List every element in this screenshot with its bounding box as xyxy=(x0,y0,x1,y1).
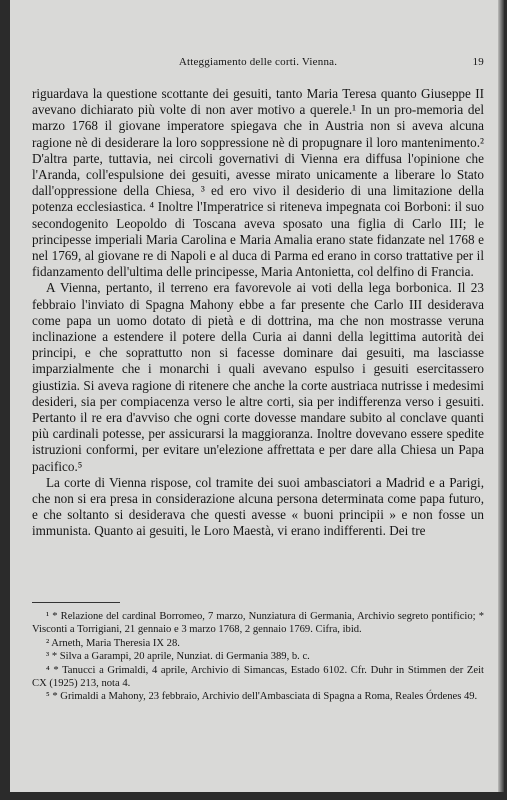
body-text xyxy=(32,86,484,540)
footnotes xyxy=(32,610,484,704)
paragraph: riguardava la questione scottante dei gesuiti, tanto Maria Teresa quanto Giuseppe II avevano dichiarato più volte di non aver motivo a querele.¹ In un pro-memoria del marzo 1768 il giovane imperatore spiegava che in Austria non si aveva alcuna ragione nè di desiderare la loro soppressione nè di propugnare il loro mantenimento.² D'altra parte, tuttavia, nei circoli governativi di Vienna era diffusa l'opinione che l'Aranda, coll'espulsione dei gesuiti, avesse mirato unicamente a liberare lo Stato dall'oppressione della Chiesa, ³ ed ero vivo il desiderio di una limitazione della potenza ecclesiastica. ⁴ Inoltre l'Imperatrice si riteneva impegnata coi Borboni: il suo secondogenito Leopoldo di Toscana aveva sposato una figlia di Carlo III; le principesse imperiali Maria Carolina e Maria Amalia erano state fidanzate nel 1768 e nel 1769, al giovane re di Napoli e al duca di Parma ed erano in corso trattative per il fidanzamento dell'ultima delle principesse, Maria Antonietta, col delfino di Francia. xyxy=(32,86,484,280)
page-number: 19 xyxy=(472,56,484,68)
book-page xyxy=(10,0,498,792)
footnote: ⁴ * Tanucci a Grimaldi, 4 aprile, Archivio di Simancas, Estado 6102. Cfr. Duhr in Stimmen der Zeit CX (1925) 213, nota 4. xyxy=(32,664,484,690)
running-title: Atteggiamento delle corti. Vienna. xyxy=(178,56,338,68)
footnote: ⁵ * Grimaldi a Mahony, 23 febbraio, Archivio dell'Ambasciata di Spagna a Roma, Reales Órdenes 49. xyxy=(46,691,478,703)
footnote: ³ * Silva a Garampi, 20 aprile, Nunziat. di Germania 389, b. c. xyxy=(46,651,310,663)
paragraph: La corte di Vienna rispose, col tramite dei suoi ambasciatori a Madrid e a Parigi, che non si era presa in considerazione alcuna persona determinata come papa futuro, e che soltanto si desiderava che questi avesse « buoni principii » e non fosse un immunista. Quanto ai gesuiti, le Loro Maestà, vi erano indifferenti. Dei tre xyxy=(32,474,484,539)
footnote: ¹ * Relazione del cardinal Borromeo, 7 marzo, Nunziatura di Germania, Archivio segreto pontificio; * Visconti a Torrigiani, 21 gennaio e 3 marzo 1768, 2 gennaio 1769. Cifra, ibid. xyxy=(32,611,484,636)
paragraph: A Vienna, pertanto, il terreno era favorevole ai voti della lega borbonica. Il 23 febbraio l'inviato di Spagna Mahony ebbe a far presente che Carlo III desiderava come papa un uomo dotato di pietà e di dottrina, ma che non mostrasse veruna inclinazione a estendere il potere della Curia ai danni della legittima autorità dei principi, e che soprattutto non si facesse dominare dai gesuiti, ma lasciasse imparzialmente che i monarchi i quali avevano espulso i gesuiti esercitassero giustizia. Si aveva ragione di ritenere che anche la corte austriaca nutrisse i medesimi desideri, sia per compiacenza verso le altre corti, sia per indifferenza verso i gesuiti. Pertanto il re era d'avviso che ogni corte dovesse mandare subito al conclave quanti più cardinali potesse, per assicurarsi la maggioranza. Inoltre dovevano essere spedite istruzioni conformi, per evitare un'elezione affrettata e per dare alla Chiesa un Papa pacifico.⁵ xyxy=(32,280,484,474)
footnote: ² Arneth, Maria Theresia IX 28. xyxy=(46,637,180,649)
footnote-divider xyxy=(32,602,120,603)
